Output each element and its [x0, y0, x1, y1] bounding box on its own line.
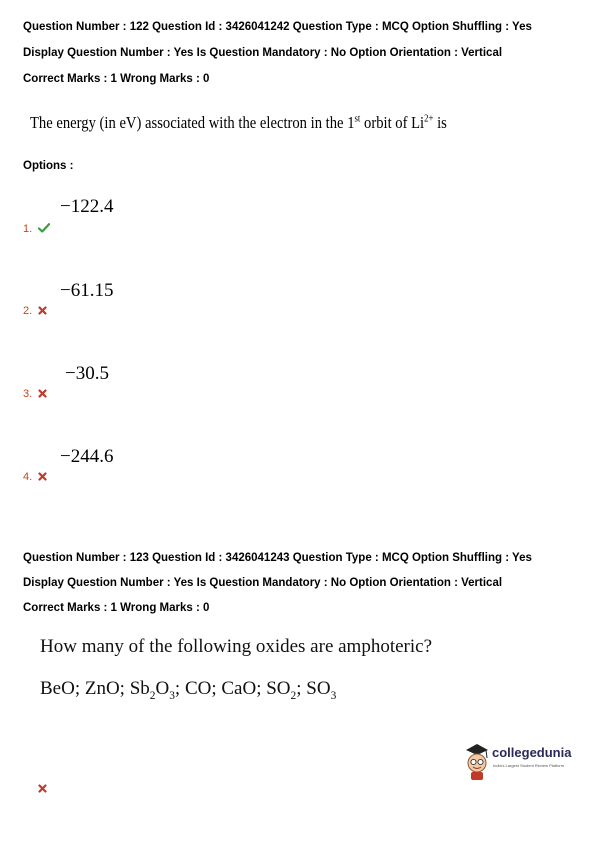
option-3[interactable] [23, 388, 47, 401]
q123-meta-line3: Correct Marks : 1 Wrong Marks : 0 [23, 602, 210, 614]
option-2[interactable] [23, 305, 47, 318]
check-icon [38, 223, 50, 236]
option-1-value: −122.4 [60, 196, 114, 217]
option-3-number: 3. [23, 388, 33, 400]
option-4[interactable] [23, 471, 47, 484]
cross-icon [38, 306, 47, 318]
option-1[interactable] [23, 223, 50, 236]
q122-meta-line2: Display Question Number : Yes Is Question Mandatory : No Option Orientation : Vertical [23, 47, 503, 59]
options-label: Options : [23, 160, 74, 172]
mascot-icon [462, 741, 492, 781]
logo-name: collegedunia [492, 745, 572, 760]
q122-meta-line1: Question Number : 122 Question Id : 3426041242 Question Type : MCQ Option Shuffling : Yes [23, 21, 532, 33]
q123-question-text: How many of the following oxides are amphoteric? [40, 636, 433, 657]
q123-oxides-list: BeO; ZnO; $Sb_2O_3$; CO; CaO; $SO_2$; $SO_3$ [40, 678, 337, 702]
q123-meta-line1: Question Number : 123 Question Id : 3426041243 Question Type : MCQ Option Shuffling : Yes [23, 552, 532, 564]
q122-meta-line3: Correct Marks : 1 Wrong Marks : 0 [23, 73, 210, 85]
option-3-value: −30.5 [65, 363, 109, 384]
q122-question-text: The energy (in eV) associated with the electron in the 1st orbit of $Li^{2+}$ is [30, 113, 447, 132]
cross-icon [38, 472, 47, 484]
collegedunia-logo [462, 741, 582, 785]
option-1-number: 1. [23, 223, 33, 235]
cross-icon [38, 389, 47, 401]
cross-icon [38, 780, 47, 798]
option-2-number: 2. [23, 305, 33, 317]
q123-meta-line2: Display Question Number : Yes Is Question Mandatory : No Option Orientation : Vertical [23, 577, 503, 589]
option-4-value: −244.6 [60, 446, 114, 467]
logo-tagline: India's Largest Student Review Platform [493, 763, 565, 768]
option-4-number: 4. [23, 471, 33, 483]
option-2-value: −61.15 [60, 280, 114, 301]
